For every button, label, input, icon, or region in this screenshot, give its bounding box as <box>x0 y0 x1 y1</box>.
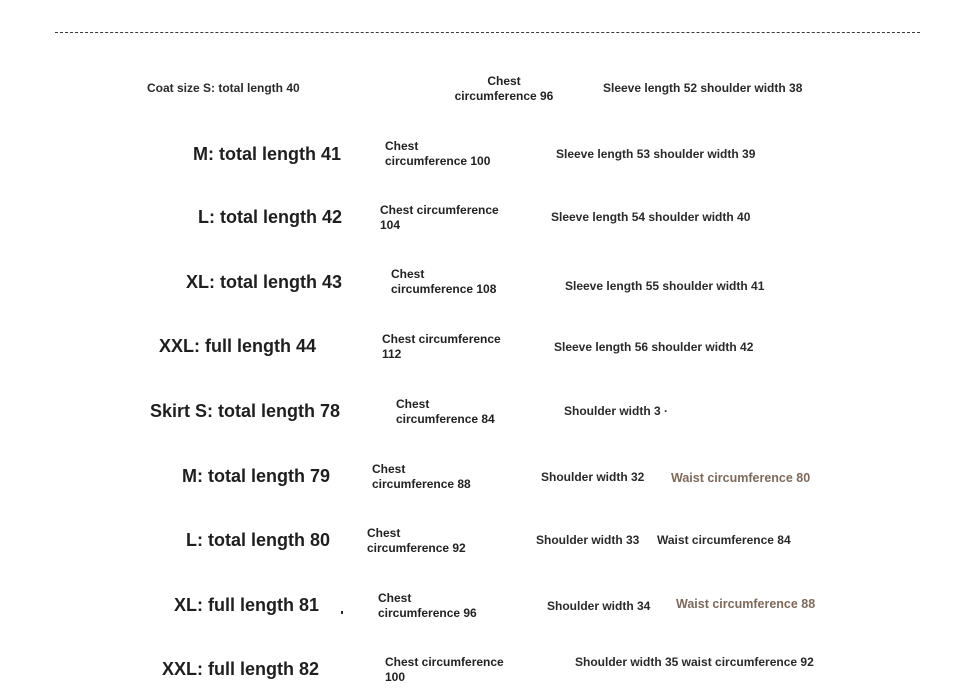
size-label-skirt-s: Skirt S: total length 78 <box>150 401 341 421</box>
chest-line-1: Chest <box>396 397 430 411</box>
chest-line-2: 112 <box>382 347 402 361</box>
chest-line-2: 104 <box>380 218 401 232</box>
waist-skirt-l: Waist circumference 84 <box>657 533 791 547</box>
waist-skirt-xl: Waist circumference 88 <box>676 597 816 611</box>
chest-line-1: Chest <box>378 591 412 605</box>
stray-dot <box>341 611 343 614</box>
chest-circumference-coat-xxl <box>382 332 501 362</box>
shoulder-waist-skirt-xxl: Shoulder width 35 waist circumference 92 <box>575 655 814 669</box>
chest-line-2: circumference 84 <box>396 412 495 426</box>
chest-circumference-coat-l <box>380 203 499 233</box>
dashed-divider <box>55 32 920 33</box>
chest-circumference-skirt-m <box>372 462 471 492</box>
chest-line-2: circumference 108 <box>391 282 497 296</box>
shoulder-skirt-l: Shoulder width 33 <box>536 533 640 547</box>
shoulder-skirt-xl: Shoulder width 34 <box>547 599 651 613</box>
sleeve-shoulder-coat-l: Sleeve length 54 shoulder width 40 <box>551 210 751 224</box>
chest-line-1: Chest circumference <box>385 655 504 669</box>
sleeve-shoulder-coat-m: Sleeve length 53 shoulder width 39 <box>556 147 756 161</box>
shoulder-skirt-s: Shoulder width 3 · <box>564 404 668 418</box>
chest-circumference-coat-m <box>385 139 490 169</box>
chest-line-1: Chest <box>487 74 521 88</box>
chest-line-1: Chest <box>391 267 425 281</box>
chest-line-2: circumference 88 <box>372 477 471 491</box>
chest-line-1: Chest circumference <box>380 203 499 217</box>
size-label-coat-s: Coat size S: total length 40 <box>147 81 300 95</box>
chest-line-2: circumference 92 <box>367 541 466 555</box>
size-label-coat-xl: XL: total length 43 <box>186 272 343 292</box>
size-label-skirt-m: M: total length 79 <box>182 466 330 486</box>
waist-skirt-m: Waist circumference 80 <box>671 471 811 485</box>
size-label-skirt-xxl: XXL: full length 82 <box>162 659 320 679</box>
shoulder-skirt-m: Shoulder width 32 <box>541 470 645 484</box>
sleeve-shoulder-coat-xxl: Sleeve length 56 shoulder width 42 <box>554 340 754 354</box>
chest-line-2: 100 <box>385 670 406 684</box>
sleeve-shoulder-coat-s: Sleeve length 52 shoulder width 38 <box>603 81 803 95</box>
chest-circumference-coat-s <box>451 74 557 104</box>
chest-line-2: circumference 100 <box>385 154 491 168</box>
size-label-coat-m: M: total length 41 <box>193 144 341 164</box>
chest-circumference-skirt-xl <box>378 591 477 621</box>
size-label-skirt-l: L: total length 80 <box>186 530 330 550</box>
chest-circumference-skirt-s <box>396 397 495 427</box>
chest-line-1: Chest circumference <box>382 332 501 346</box>
chest-line-1: Chest <box>385 139 419 153</box>
chest-line-1: Chest <box>372 462 406 476</box>
sleeve-shoulder-coat-xl: Sleeve length 55 shoulder width 41 <box>565 279 765 293</box>
chest-circumference-coat-xl <box>391 267 496 297</box>
chest-line-2: circumference 96 <box>378 606 477 620</box>
chest-circumference-skirt-l <box>367 526 466 556</box>
size-label-coat-l: L: total length 42 <box>198 207 342 227</box>
chest-circumference-skirt-xxl <box>385 655 504 685</box>
size-label-skirt-xl: XL: full length 81 <box>174 595 320 615</box>
chest-line-2: circumference 96 <box>454 89 554 103</box>
size-label-coat-xxl: XXL: full length 44 <box>159 336 317 356</box>
chest-line-1: Chest <box>367 526 401 540</box>
